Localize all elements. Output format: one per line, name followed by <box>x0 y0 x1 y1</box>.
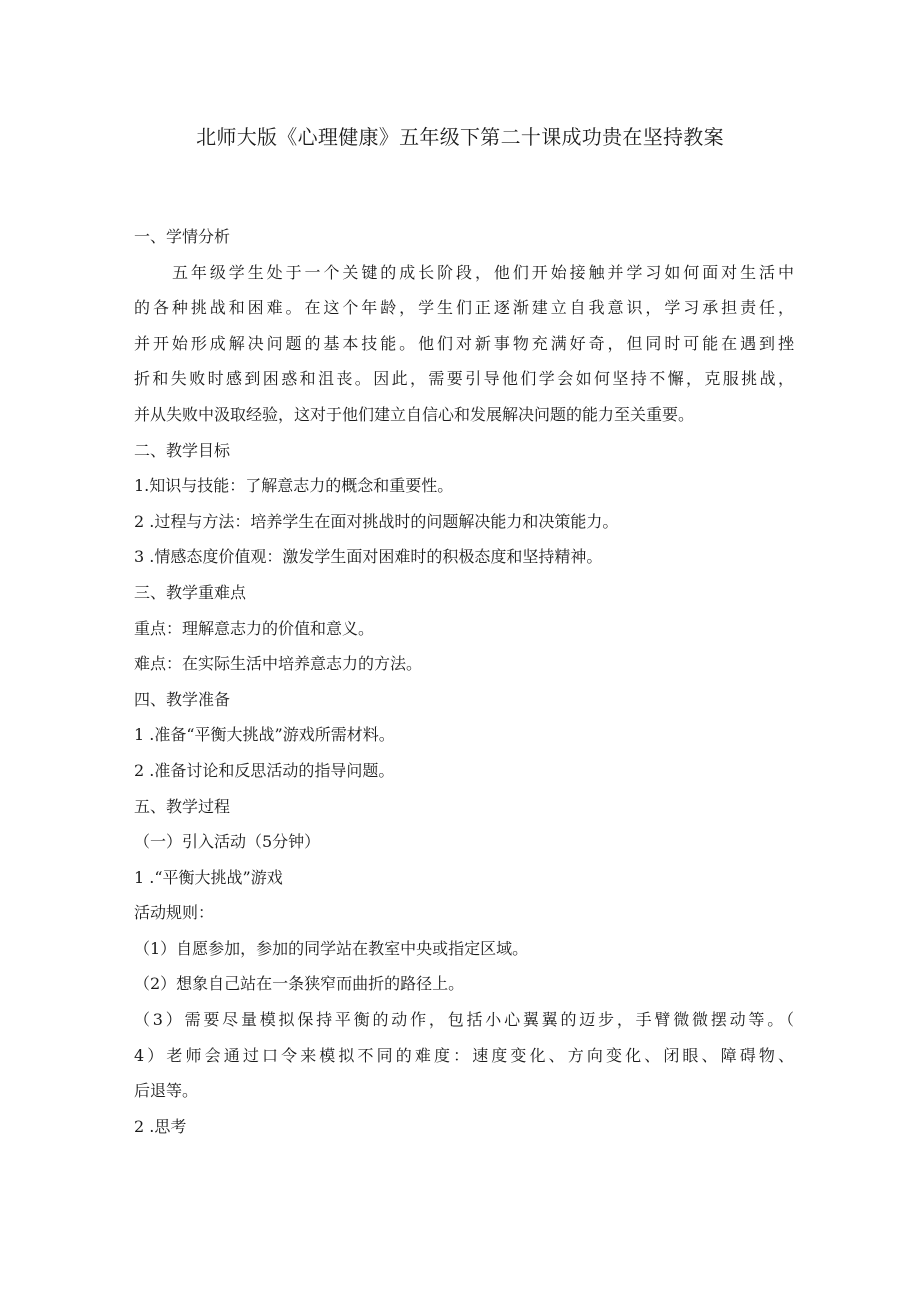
analysis-paragraph <box>134 255 794 433</box>
key-point-item: 难点：在实际生活中培养意志力的方法。 <box>134 654 423 674</box>
rule-item: 4）老师会通过口令来模拟不同的难度：速度变化、方向变化、闭眼、障碍物、 <box>134 1045 794 1065</box>
rule-item: （3）需要尽量模拟保持平衡的动作，包括小心翼翼的迈步，手臂微微摆动等。（ <box>134 1010 794 1030</box>
objective-item: 2 .过程与方法：培养学生在面对挑战时的问题解决能力和决策能力。 <box>134 511 619 531</box>
paragraph-line: 五年级学生处于一个关键的成长阶段，他们开始接触并学习如何面对生活中 <box>172 262 794 282</box>
process-subheading: （一）引入活动（5分钟） <box>134 832 321 852</box>
document-body <box>134 219 794 1144</box>
rule-item: 后退等。 <box>134 1081 199 1101</box>
rule-item: （1）自愿参加，参加的同学站在教室中央或指定区域。 <box>134 938 529 958</box>
game-title: 1 .“平衡大挑战”游戏 <box>134 867 283 887</box>
key-point-item: 重点：理解意志力的价值和意义。 <box>134 618 375 638</box>
preparation-item: 1 .准备“平衡大挑战”游戏所需材料。 <box>134 725 395 745</box>
section-heading-preparation: 四、教学准备 <box>134 689 231 709</box>
paragraph-line: 并从失败中汲取经验，这对于他们建立自信心和发展解决问题的能力至关重要。 <box>134 404 695 424</box>
document-title: 北师大版《心理健康》五年级下第二十课成功贵在坚持教案 <box>196 125 724 149</box>
section-heading-key-points: 三、教学重难点 <box>134 582 247 602</box>
objective-item: 3 .情感态度价值观：激发学生面对困难时的积极态度和坚持精神。 <box>134 547 603 567</box>
section-heading-objectives: 二、教学目标 <box>134 440 231 460</box>
rule-item: （2）想象自己站在一条狭窄而曲折的路径上。 <box>134 974 465 994</box>
think-heading: 2 .思考 <box>134 1116 187 1136</box>
preparation-item: 2 .准备讨论和反思活动的指导问题。 <box>134 760 395 780</box>
section-heading-process: 五、教学过程 <box>134 796 231 816</box>
paragraph-line: 并开始形成解决问题的基本技能。他们对新事物充满好奇，但同时可能在遇到挫 <box>134 333 794 353</box>
objective-item: 1.知识与技能：了解意志力的概念和重要性。 <box>134 476 454 496</box>
paragraph-line: 折和失败时感到困惑和沮丧。因此，需要引导他们学会如何坚持不懈，克服挑战， <box>134 369 794 389</box>
rules-label: 活动规则： <box>134 903 215 923</box>
paragraph-line: 的各种挑战和困难。在这个年龄，学生们正逐渐建立自我意识，学习承担责任， <box>134 298 794 318</box>
section-heading-analysis: 一、学情分析 <box>134 227 231 246</box>
